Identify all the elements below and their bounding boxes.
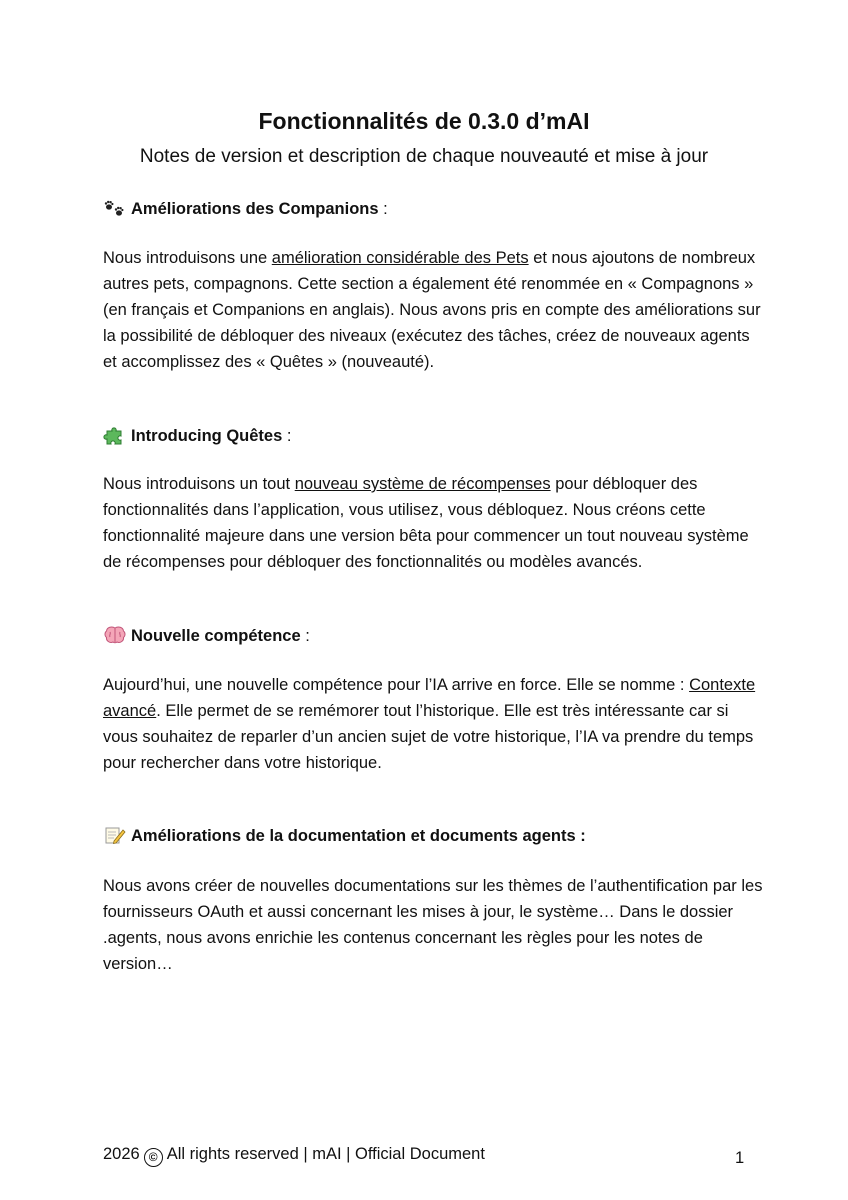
paragraph-text: . Elle permet de se remémorer tout l’historique. Elle est très intéressante car si vous souhaitez de reparler d’un ancien sujet de votre historique, l’IA va prendre du temps pour rechercher dans votre historique. <box>103 702 754 772</box>
paragraph-text: pour débloquer des fonctionnalités dans l’application, vous utilisez, vous débloquez. Nous créons cette fonctionnalité majeure dans une version bêta pour commencer un tout nouveau système de récompenses pour débloquer des fonctionnalités ou modèles avancés. <box>103 475 749 571</box>
page-title: Fonctionnalités de 0.3.0 d’mAI <box>258 108 590 134</box>
page-number: 1 <box>735 1149 745 1167</box>
section-heading-text: Améliorations des Companions <box>131 200 379 218</box>
section-heading-quetes <box>103 424 291 448</box>
underlined-link-text: nouveau système de récompenses <box>294 475 551 493</box>
section-paragraph-competence <box>103 672 763 776</box>
section-heading-colon: : <box>378 200 388 218</box>
section-paragraph-quetes <box>103 471 763 575</box>
paragraph-text: et nous ajoutons de nombreux autres pets, compagnons. Cette section a également été renommée en « Compagnons » (en français et Companions en anglais). Nous avons pris en compte des améliorations sur la possibilité de débloquer des niveaux (exécutez des tâches, créez de nouveaux agents et accomplissez des « Quêtes » (nouveauté). <box>103 249 761 371</box>
section-paragraph-companions <box>103 245 763 375</box>
section-heading-colon: : <box>282 427 292 445</box>
underlined-link-text: amélioration considérable des Pets <box>271 249 529 267</box>
section-heading-competence <box>103 624 310 648</box>
footer-year: 2026 <box>103 1145 140 1163</box>
section-heading-colon: : <box>300 627 310 645</box>
brain-icon <box>103 625 127 645</box>
paw-prints-icon <box>103 198 127 218</box>
memo-pencil-icon <box>103 825 127 845</box>
section-heading-text: Introducing Quêtes <box>131 427 283 445</box>
section-heading-text: Nouvelle compétence <box>131 627 301 645</box>
copyright-icon: © <box>144 1148 163 1167</box>
page-subtitle: Notes de version et description de chaque nouveauté et mise à jour <box>139 146 709 167</box>
footer-text: All rights reserved | mAI | Official Document <box>166 1145 485 1163</box>
section-heading-companions <box>103 197 388 221</box>
paragraph-text: Nous avons créer de nouvelles documentations sur les thèmes de l’authentification par les fournisseurs OAuth et aussi concernant les mises à jour, le système… Dans le dossier .agents, nous avons enrichie les contenus concernant les règles pour les notes de version… <box>103 877 763 973</box>
section-heading-text: Améliorations de la documentation et documents agents : <box>131 827 586 845</box>
section-paragraph-documentation <box>103 873 763 977</box>
section-heading-documentation <box>103 824 586 848</box>
underlined-link-text: Contexte avancé <box>103 676 756 720</box>
paragraph-text: Nous introduisons un tout <box>103 475 295 493</box>
paragraph-text: Aujourd’hui, une nouvelle compétence pour l’IA arrive en force. Elle se nomme : <box>103 676 690 694</box>
paragraph-text: Nous introduisons une <box>103 249 272 267</box>
footer <box>103 1142 485 1167</box>
puzzle-piece-icon <box>103 425 127 445</box>
